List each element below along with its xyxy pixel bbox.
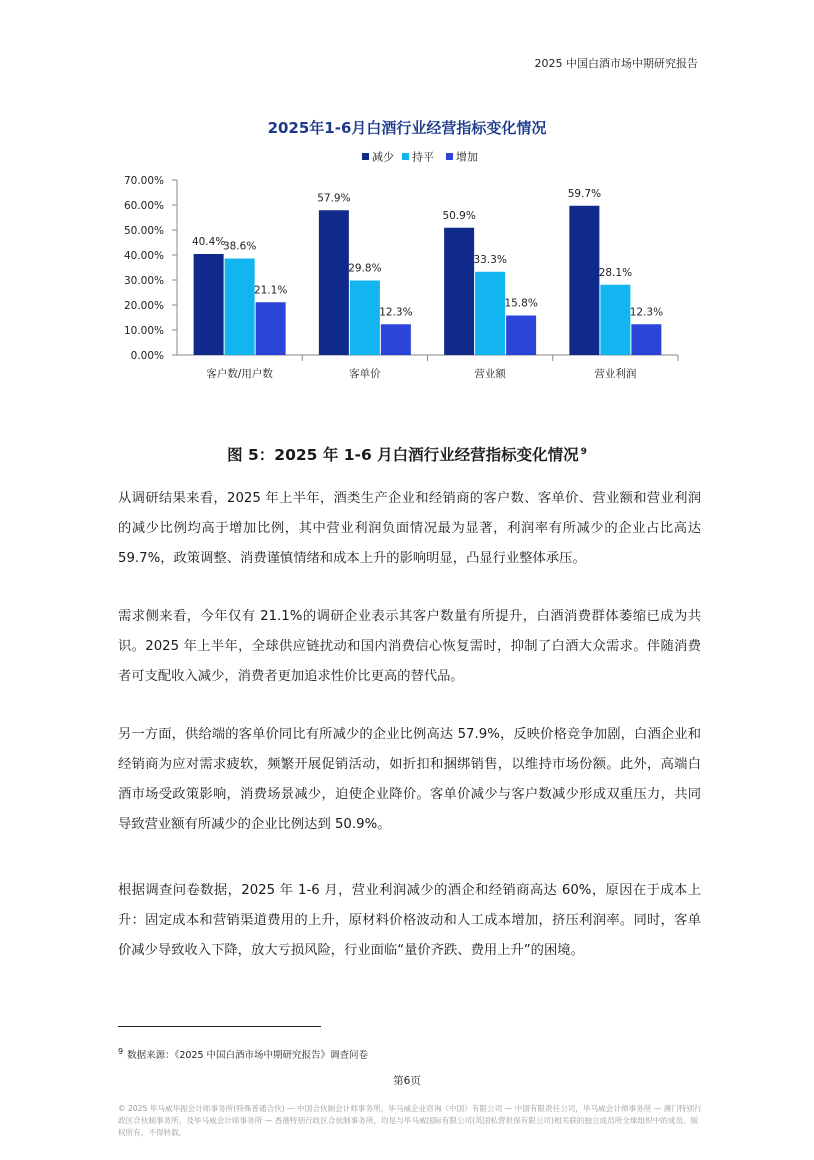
data-label: 12.3%	[629, 306, 664, 319]
bar-2-1	[225, 259, 255, 356]
chart-title: 2025年1-6月白酒行业经营指标变化情况	[267, 119, 547, 137]
legend-label-1: 减少	[372, 150, 394, 164]
legend-label-2: 持平	[412, 150, 434, 164]
data-label: 28.1%	[598, 266, 633, 279]
bar-2-3	[475, 272, 505, 355]
data-label: 33.3%	[473, 253, 507, 266]
y-tick-label: 30.00%	[123, 275, 164, 287]
bar-3-1	[256, 302, 286, 355]
bar-1-4	[569, 206, 599, 355]
bar-2-2	[350, 281, 380, 356]
footnote-divider	[118, 1026, 321, 1027]
page-number: 第6页	[393, 1075, 421, 1087]
data-label: 12.3%	[379, 306, 413, 319]
figure-caption-text: 图 5：2025 年 1-6 月白酒行业经营指标变化情况	[227, 446, 579, 464]
report-header-title: 2025 中国白酒市场中期研究报告	[534, 57, 698, 70]
bar-chart	[110, 110, 704, 400]
data-label: 29.8%	[348, 262, 382, 275]
y-tick-label: 60.00%	[123, 200, 164, 212]
bar-3-3	[506, 316, 536, 356]
legend-swatch-2	[402, 153, 409, 160]
y-tick-label: 10.00%	[123, 325, 164, 337]
legend-label-3: 增加	[456, 150, 478, 164]
footnote-mark: 9	[118, 1047, 124, 1056]
footnote-text: 数据来源：《2025 中国白酒市场中期研究报告》调查问卷	[127, 1050, 369, 1062]
x-category-label: 营业利润	[594, 368, 637, 380]
data-label: 40.4%	[191, 236, 226, 248]
footnote	[118, 1047, 368, 1061]
bar-3-4	[631, 324, 661, 355]
paragraph-4: 根据调查问卷数据，2025 年 1-6 月，营业利润减少的酒企和经销商高达 60%，原因在于成本上升：固定成本和营销渠道费用的上升，原材料价格波动和人工成本增加，挤压利润率。同时，客单价减少导致收入下降，放大亏损风险，行业面临“量价齐跌、费用上升”的困境。	[118, 883, 701, 958]
paragraph-3: 另一方面，供给端的客单价同比有所减少的企业比例高达 57.9%，反映价格竞争加剧，白酒企业和经销商为应对需求疲软，频繁开展促销活动，如折扣和捆绑销售，以维持市场份额。此外，高端白酒市场受政策影响，消费场景减少，迫使企业降价。客单价减少与客户数减少形成双重压力，共同导致营业额有所减少的企业比例达到 50.9%。	[118, 727, 701, 832]
bar-2-4	[600, 285, 630, 355]
bar-1-3	[444, 228, 474, 355]
legal-notice: © 2025 毕马威华振会计师事务所(特殊普通合伙) — 中国合伙制会计师事务所，毕马威企业咨询（中国）有限公司 — 中国有限责任公司，毕马威会计师事务所 — 澳门特别行政区合伙制事务所，及毕马威会计师事务所 — 香港特别行政区合伙制事务所，均是与毕马威国际有限公司(英国私营担保有限公司)相关联的独立成员所全球组织中的成员。版权所有，不得转载。	[118, 1104, 702, 1137]
data-label: 59.7%	[567, 187, 602, 200]
legend-swatch-3	[446, 153, 453, 160]
bar-chart-svg	[110, 110, 704, 400]
paragraph-1: 从调研结果来看，2025 年上半年，酒类生产企业和经销商的客户数、客单价、营业额和营业利润的减少比例均高于增加比例，其中营业利润负面情况最为显著，利润率有所减少的企业占比高达 59.7%，政策调整、消费谨慎情绪和成本上升的影响明显，凸显行业整体承压。	[118, 491, 701, 566]
y-tick-label: 70.00%	[123, 175, 164, 187]
data-label: 15.8%	[504, 297, 538, 310]
figure-caption	[0, 443, 814, 465]
y-tick-label: 0.00%	[130, 350, 164, 362]
bar-3-2	[381, 324, 411, 355]
y-tick-label: 20.00%	[123, 300, 164, 312]
x-category-label: 客户数/用户数	[206, 368, 273, 380]
x-category-label: 营业额	[474, 368, 506, 380]
bar-1-2	[319, 210, 349, 355]
y-tick-label: 40.00%	[123, 250, 164, 262]
data-label: 50.9%	[442, 209, 476, 222]
data-label: 38.6%	[222, 240, 257, 253]
legend-swatch-1	[362, 153, 369, 160]
bar-1-1	[194, 254, 224, 355]
x-category-label: 客单价	[349, 368, 381, 380]
footnote-ref[interactable]: 9	[580, 446, 587, 457]
data-label: 21.1%	[253, 284, 288, 297]
paragraph-2: 需求侧来看，今年仅有 21.1%的调研企业表示其客户数量有所提升，白酒消费群体萎缩已成为共识。2025 年上半年，全球供应链扰动和国内消费信心恢复需时，抑制了白酒大众需求。伴随消费者可支配收入减少，消费者更加追求性价比更高的替代品。	[118, 609, 701, 684]
y-tick-label: 50.00%	[123, 225, 164, 237]
data-label: 57.9%	[317, 192, 351, 205]
